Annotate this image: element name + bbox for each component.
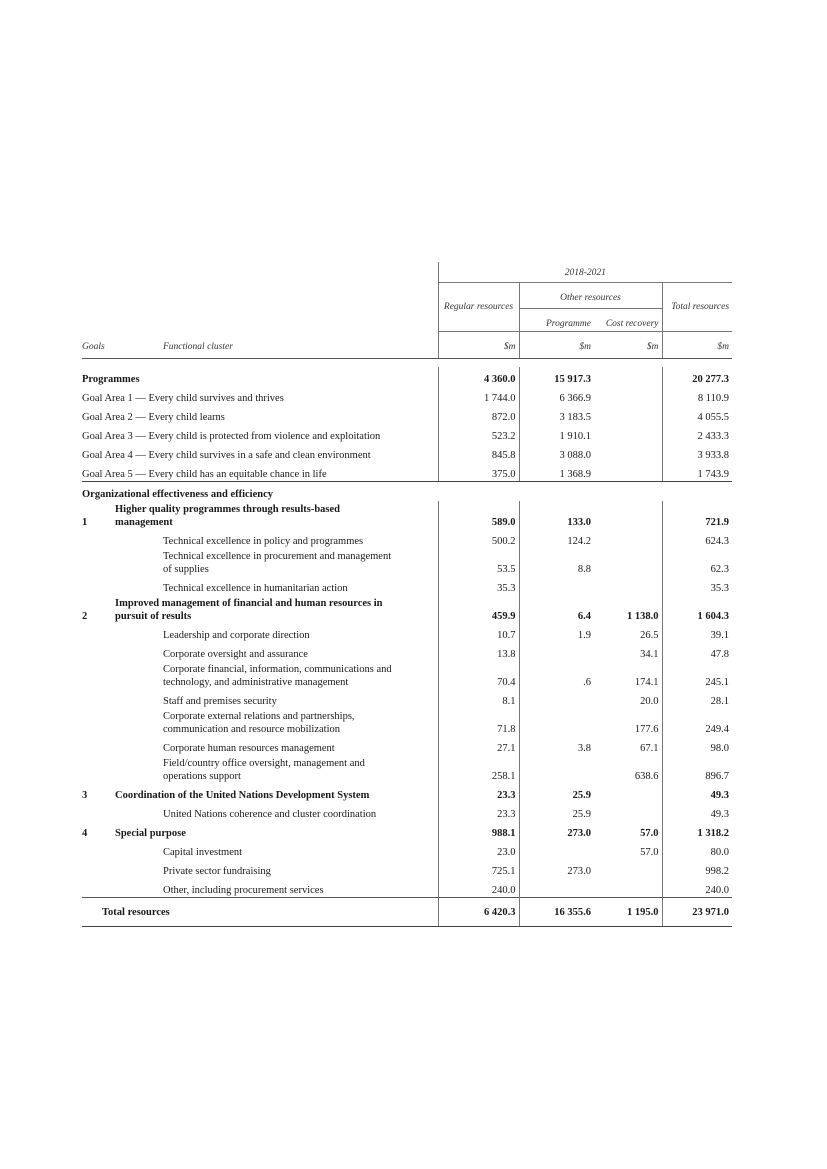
item-label	[115, 802, 438, 821]
item-regular: 10.7	[438, 623, 519, 642]
item-programme	[519, 755, 594, 783]
item-spacer	[82, 755, 115, 783]
group-total: 1 318.2	[662, 821, 732, 840]
item-label	[115, 689, 438, 708]
goal-area-cost	[594, 462, 662, 482]
group-regular: 589.0	[438, 501, 519, 529]
goal-area-label: Goal Area 3 — Every child is protected from violence and exploitation	[82, 431, 381, 442]
item-cost-recovery	[594, 878, 662, 898]
item-programme	[519, 642, 594, 661]
item-label-line2: Corporate oversight and assurance	[163, 649, 308, 660]
group-label-line1: Improved management of financial and human resources in	[115, 598, 383, 609]
item-label-line2: Technical excellence in policy and programmes	[163, 536, 364, 547]
group-label	[115, 501, 438, 529]
total-resources-row	[82, 898, 732, 927]
functional-item-row	[82, 529, 732, 548]
item-total: 39.1	[662, 623, 732, 642]
programmes-regular: 4 360.0	[438, 367, 519, 386]
item-cost-recovery	[594, 529, 662, 548]
group-total: 721.9	[662, 501, 732, 529]
group-cost-recovery: 1 138.0	[627, 611, 659, 622]
group-regular: 459.9	[438, 595, 519, 623]
goal-area-regular: 872.0	[438, 405, 519, 424]
goal-area-total: 2 433.3	[662, 424, 732, 443]
item-programme: 25.9	[519, 802, 594, 821]
functional-item-row	[82, 623, 732, 642]
item-label	[115, 576, 438, 595]
item-label-line2: technology, and administrative management	[163, 677, 349, 688]
total-resources-heading: Total resources	[662, 283, 732, 332]
item-label-line1: Corporate financial, information, communications and	[163, 664, 392, 675]
goal-area-regular: 375.0	[438, 462, 519, 482]
functional-group-row	[82, 595, 732, 623]
functional-item-row	[82, 859, 732, 878]
item-spacer	[82, 623, 115, 642]
item-programme: 3.8	[519, 736, 594, 755]
item-regular: 35.3	[438, 576, 519, 595]
goal-area-row	[82, 462, 732, 482]
goal-area-cost	[594, 386, 662, 405]
item-spacer	[82, 802, 115, 821]
group-total: 49.3	[662, 783, 732, 802]
item-cost-recovery: 34.1	[640, 649, 659, 660]
budget-table-page	[82, 262, 732, 927]
item-regular: 53.5	[438, 548, 519, 576]
goal-area-row	[82, 424, 732, 443]
goal-area-cost	[594, 443, 662, 462]
functional-group-row	[82, 783, 732, 802]
goal-area-label: Goal Area 4 — Every child survives in a safe and clean environment	[82, 450, 371, 461]
period-heading: 2018-2021	[438, 262, 732, 283]
item-regular: 71.8	[438, 708, 519, 736]
functional-item-row	[82, 802, 732, 821]
item-programme: 8.8	[519, 548, 594, 576]
item-cost-recovery	[594, 802, 662, 821]
unit-total: $m	[662, 332, 732, 359]
item-spacer	[82, 576, 115, 595]
org-effectiveness-heading: Organizational effectiveness and efficiency	[82, 489, 273, 500]
item-programme	[519, 689, 594, 708]
item-cost-recovery	[594, 548, 662, 576]
functional-item-row	[82, 642, 732, 661]
item-programme	[519, 576, 594, 595]
item-programme	[519, 878, 594, 898]
functional-item-row	[82, 661, 732, 689]
functional-group-row	[82, 821, 732, 840]
item-label-line2: United Nations coherence and cluster coordination	[163, 809, 377, 820]
goal-area-programme: 3 088.0	[519, 443, 594, 462]
goal-area-programme: 6 366.9	[519, 386, 594, 405]
item-total: 624.3	[662, 529, 732, 548]
programmes-total: 20 277.3	[662, 367, 732, 386]
functional-group-row	[82, 501, 732, 529]
table-body	[82, 359, 732, 927]
item-label	[115, 548, 438, 576]
item-label	[115, 736, 438, 755]
group-label-line2: Special purpose	[115, 828, 186, 839]
total-cost: 1 195.0	[594, 898, 662, 927]
regular-resources-heading: Regular resources	[438, 283, 519, 332]
total-resources-label: Total resources	[82, 898, 438, 927]
unit-regular: $m	[438, 332, 519, 359]
functional-item-row	[82, 736, 732, 755]
item-cost-recovery	[594, 859, 662, 878]
goal-area-row	[82, 386, 732, 405]
item-label	[115, 642, 438, 661]
other-resources-heading: Other resources	[519, 283, 662, 309]
unit-cost-recovery: $m	[594, 332, 662, 359]
item-label	[115, 859, 438, 878]
item-regular: 8.1	[438, 689, 519, 708]
functional-item-row	[82, 548, 732, 576]
item-cost-recovery: 174.1	[634, 677, 659, 688]
item-total: 62.3	[662, 548, 732, 576]
item-spacer	[82, 529, 115, 548]
total-regular: 6 420.3	[438, 898, 519, 927]
group-programme: 6.4	[519, 595, 594, 623]
item-label	[115, 529, 438, 548]
group-regular: 988.1	[438, 821, 519, 840]
item-label	[115, 755, 438, 783]
item-total: 240.0	[662, 878, 732, 898]
item-cost-recovery: 67.1	[640, 743, 659, 754]
item-label-line2: communication and resource mobilization	[163, 724, 340, 735]
functional-item-row	[82, 576, 732, 595]
goal-area-regular: 845.8	[438, 443, 519, 462]
item-programme: .6	[519, 661, 594, 689]
goal-area-regular: 523.2	[438, 424, 519, 443]
group-number: 1	[82, 517, 88, 528]
item-label	[115, 623, 438, 642]
functional-item-row	[82, 878, 732, 898]
item-cost-recovery: 177.6	[634, 724, 659, 735]
item-total: 896.7	[662, 755, 732, 783]
goal-area-label: Goal Area 2 — Every child learns	[82, 412, 225, 423]
goal-area-label: Goal Area 1 — Every child survives and thrives	[82, 393, 284, 404]
item-label-line2: of supplies	[163, 564, 209, 575]
goal-area-programme: 1 910.1	[519, 424, 594, 443]
group-label-line2: pursuit of results	[115, 611, 192, 622]
item-total: 35.3	[662, 576, 732, 595]
item-spacer	[82, 878, 115, 898]
item-total: 47.8	[662, 642, 732, 661]
item-label	[115, 878, 438, 898]
item-total: 80.0	[662, 840, 732, 859]
item-label-line2: Private sector fundraising	[163, 866, 271, 877]
item-label	[115, 840, 438, 859]
item-total: 49.3	[662, 802, 732, 821]
group-cost-recovery: 57.0	[640, 828, 659, 839]
goal-area-programme: 1 368.9	[519, 462, 594, 482]
total-total: 23 971.0	[662, 898, 732, 927]
item-spacer	[82, 840, 115, 859]
group-label-line2: management	[115, 517, 173, 528]
functional-item-row	[82, 840, 732, 859]
group-label	[115, 821, 438, 840]
item-label-line2: Leadership and corporate direction	[163, 630, 310, 641]
programmes-row	[82, 367, 732, 386]
goal-area-total: 4 055.5	[662, 405, 732, 424]
goal-area-programme: 3 183.5	[519, 405, 594, 424]
goal-area-total: 8 110.9	[662, 386, 732, 405]
item-spacer	[82, 548, 115, 576]
functional-item-row	[82, 708, 732, 736]
item-regular: 27.1	[438, 736, 519, 755]
item-programme: 124.2	[519, 529, 594, 548]
group-label	[115, 595, 438, 623]
item-cost-recovery: 638.6	[634, 771, 659, 782]
item-label-line1: Field/country office oversight, management and	[163, 758, 365, 769]
org-effectiveness-heading-row	[82, 482, 732, 502]
group-regular: 23.3	[438, 783, 519, 802]
item-total: 245.1	[662, 661, 732, 689]
item-label-line1: Corporate external relations and partnerships,	[163, 711, 355, 722]
item-spacer	[82, 642, 115, 661]
item-total: 249.4	[662, 708, 732, 736]
unit-programme: $m	[519, 332, 594, 359]
item-label	[115, 708, 438, 736]
goal-area-label: Goal Area 5 — Every child has an equitable chance in life	[82, 462, 438, 482]
table-header	[82, 262, 732, 359]
item-regular: 240.0	[438, 878, 519, 898]
group-label-line1: Higher quality programmes through results-based	[115, 504, 340, 515]
item-cost-recovery: 26.5	[640, 630, 659, 641]
group-label-line2: Coordination of the United Nations Development System	[115, 790, 370, 801]
goal-area-total: 3 933.8	[662, 443, 732, 462]
item-programme: 273.0	[519, 859, 594, 878]
group-number: 3	[82, 790, 88, 801]
functional-cluster-heading: Functional cluster	[115, 332, 438, 359]
integrated-resource-plan-table	[82, 262, 732, 927]
group-cost-recovery	[594, 501, 662, 529]
programmes-label: Programmes	[82, 374, 140, 385]
goal-area-cost	[594, 405, 662, 424]
item-label	[115, 661, 438, 689]
item-label-line1: Technical excellence in procurement and management	[163, 551, 392, 562]
group-number: 4	[82, 828, 88, 839]
item-label-line2: operations support	[163, 771, 241, 782]
total-programme: 16 355.6	[519, 898, 594, 927]
group-label	[115, 783, 438, 802]
item-label-line2: Capital investment	[163, 847, 243, 858]
functional-item-row	[82, 755, 732, 783]
goal-area-row	[82, 443, 732, 462]
item-label-line2: Staff and premises security	[163, 696, 277, 707]
group-programme: 273.0	[519, 821, 594, 840]
item-cost-recovery	[594, 576, 662, 595]
item-programme: 1.9	[519, 623, 594, 642]
item-regular: 725.1	[438, 859, 519, 878]
item-regular: 258.1	[438, 755, 519, 783]
item-regular: 23.3	[438, 802, 519, 821]
item-regular: 13.8	[438, 642, 519, 661]
group-programme: 25.9	[519, 783, 594, 802]
item-label-line2: Corporate human resources management	[163, 743, 335, 754]
item-total: 28.1	[662, 689, 732, 708]
goal-area-total: 1 743.9	[662, 462, 732, 482]
item-cost-recovery: 20.0	[640, 696, 659, 707]
item-spacer	[82, 708, 115, 736]
item-label-line2: Other, including procurement services	[163, 885, 324, 896]
group-cost-recovery	[594, 783, 662, 802]
item-spacer	[82, 859, 115, 878]
programmes-programme: 15 917.3	[519, 367, 594, 386]
item-label-line2: Technical excellence in humanitarian action	[163, 583, 348, 594]
cost-recovery-heading: Cost recovery	[605, 319, 659, 329]
goal-area-regular: 1 744.0	[438, 386, 519, 405]
item-programme	[519, 840, 594, 859]
item-spacer	[82, 661, 115, 689]
item-regular: 70.4	[438, 661, 519, 689]
group-total: 1 604.3	[662, 595, 732, 623]
item-regular: 500.2	[438, 529, 519, 548]
goals-heading: Goals	[82, 332, 115, 359]
item-regular: 23.0	[438, 840, 519, 859]
item-spacer	[82, 736, 115, 755]
item-total: 98.0	[662, 736, 732, 755]
functional-item-row	[82, 689, 732, 708]
item-spacer	[82, 689, 115, 708]
item-cost-recovery: 57.0	[640, 847, 659, 858]
goal-area-row	[82, 405, 732, 424]
item-total: 998.2	[662, 859, 732, 878]
item-programme	[519, 708, 594, 736]
programme-heading: Programme	[519, 309, 594, 332]
group-programme: 133.0	[519, 501, 594, 529]
group-number: 2	[82, 611, 88, 622]
goal-area-cost	[594, 424, 662, 443]
